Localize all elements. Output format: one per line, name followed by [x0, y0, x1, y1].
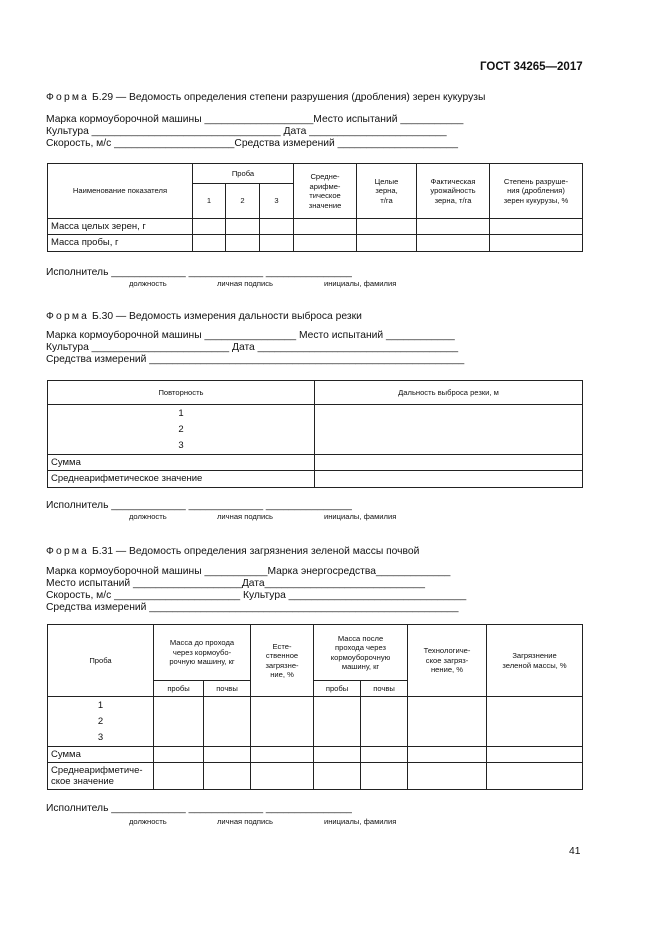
header-line: ское загряз-: [425, 655, 469, 665]
header-line: тическое: [309, 191, 341, 200]
header-line: через кормоубо-: [172, 647, 232, 657]
proba-numbers: [48, 697, 154, 747]
form-word: Форма: [46, 546, 90, 557]
repetition-numbers: [48, 405, 315, 455]
header-line: ния (дробления): [507, 186, 565, 196]
repetition-number: 2: [178, 423, 184, 435]
repetition-number: 1: [178, 407, 184, 419]
header-line: машину, кг: [341, 662, 380, 671]
form-b29-field-line: Марка кормоуборочной машины ___________________Место испытаний ___________: [46, 114, 464, 125]
form-b29-table: [47, 163, 583, 252]
sub-header-samples: пробы: [314, 681, 361, 697]
header-line: Масса до прохода: [169, 638, 235, 648]
form-b29-title: [46, 92, 485, 104]
sub-signature: личная подпись: [217, 512, 273, 521]
proba-number: 2: [97, 715, 104, 727]
sub-header-soil: почвы: [361, 681, 408, 697]
header-line: Загрязнение: [512, 651, 557, 660]
row-mean-line: ское значение: [51, 776, 114, 787]
form-b29-executor: Исполнитель _____________ _____________ _______________: [46, 267, 352, 278]
form-word: Форма: [46, 311, 90, 322]
col-header-repetition: Повторность: [48, 381, 315, 405]
header-line: рочную машину, кг: [169, 657, 235, 667]
col-header-pollution: [487, 625, 583, 697]
header-line: Целые: [374, 176, 399, 186]
row-mean-line: Среднеарифметиче-: [51, 765, 143, 776]
header-line: зерна, т/га: [434, 195, 472, 205]
form-b30-field-line: Марка кормоуборочной машины ________________ Место испытаний ____________: [46, 330, 455, 341]
proba-number: 2: [226, 184, 260, 219]
row-sum: Сумма: [48, 747, 154, 763]
header-line: зерен кукурузы, %: [503, 195, 569, 205]
col-header-degree: [490, 164, 583, 219]
header-line: ственное: [265, 651, 299, 660]
header-line: значение: [308, 200, 342, 210]
header-line: Масса после: [337, 633, 384, 643]
col-header-mean: [294, 164, 357, 219]
sub-signature: личная подпись: [217, 817, 273, 826]
page-number: 41: [569, 846, 581, 857]
form-b30-executor: Исполнитель _____________ _____________ _______________: [46, 500, 352, 511]
form-b31-field-line: Марка кормоуборочной машины ___________Марка энергосредства_____________: [46, 566, 451, 577]
row-mean: [48, 763, 154, 790]
sub-initials: инициалы, фамилия: [324, 817, 397, 826]
proba-number: 3: [260, 184, 294, 219]
header-line: прохода через: [335, 643, 386, 652]
form-b31-title: [46, 546, 419, 558]
sub-header-samples: пробы: [154, 681, 204, 697]
row-sum: Сумма: [48, 455, 315, 471]
sub-position: должность: [129, 512, 167, 521]
header-line: арифме-: [309, 181, 341, 191]
header-line: Технологиче-: [423, 646, 471, 656]
form-b31-title-text: Б.31 — Ведомость определения загрязнения зеленой массы почвой: [91, 546, 420, 557]
header-line: Есте-: [272, 641, 292, 651]
header-line: зеленой массы, %: [502, 660, 567, 670]
form-b29-field-line: Скорость, м/с _____________________Средства измерений _____________________: [46, 138, 458, 149]
col-header-technological: [408, 625, 487, 697]
row-mean: Среднеарифметическое значение: [48, 471, 315, 488]
sub-initials: инициалы, фамилия: [324, 512, 397, 521]
header-line: урожайность: [430, 186, 476, 196]
header-line: т/га: [380, 195, 393, 205]
header-line: ние, %: [270, 670, 294, 679]
repetition-number: 3: [178, 439, 184, 451]
header-line: нение, %: [430, 665, 464, 675]
proba-number: 3: [97, 731, 104, 743]
form-b30-title-text: Б.30 — Ведомость измерения дальности выброса резки: [91, 311, 362, 322]
col-header-yield: [417, 164, 490, 219]
form-b29-title-text: Б.29 — Ведомость определения степени разрушения (дробления) зерен кукурузы: [91, 92, 486, 103]
header-line: загрязне-: [265, 660, 299, 670]
header-line: кормоуборочную: [330, 652, 391, 662]
row-label: Масса пробы, г: [48, 235, 193, 252]
header-line: Фактическая: [430, 176, 476, 186]
form-word: Форма: [46, 92, 90, 103]
form-b30-table: [47, 380, 583, 488]
form-b31-field-line: Скорость, м/с ______________________ Культура _______________________________: [46, 590, 467, 601]
form-b30-field-line: Средства измерений _______________________________________________________: [46, 354, 465, 365]
col-header-indicator: Наименование показателя: [48, 164, 193, 219]
sub-signature: личная подпись: [217, 279, 273, 288]
form-b30-title: [46, 311, 362, 323]
form-b31-executor: Исполнитель _____________ _____________ _______________: [46, 803, 352, 814]
col-header-proba: Проба: [48, 625, 154, 697]
sub-position: должность: [129, 817, 167, 826]
col-header-whole-grain: [357, 164, 417, 219]
proba-number: 1: [193, 184, 226, 219]
col-header-proba: Проба: [193, 164, 294, 184]
col-header-mass-after: [314, 625, 408, 681]
form-b31-table: [47, 624, 583, 790]
form-b31-field-line: Место испытаний ___________________Дата____________________________: [46, 578, 425, 589]
sub-header-soil: почвы: [204, 681, 251, 697]
header-line: Средне-: [310, 172, 340, 181]
form-b29-field-line: Культура _________________________________ Дата ________________________: [46, 126, 447, 137]
document-code: ГОСТ 34265—2017: [480, 61, 583, 73]
proba-number: 1: [97, 699, 104, 711]
col-header-mass-before: [154, 625, 251, 681]
row-label: Масса целых зерен, г: [48, 219, 193, 235]
form-b30-field-line: Культура ________________________ Дата ___________________________________: [46, 342, 459, 353]
header-line: зерна,: [375, 186, 398, 196]
sub-position: должность: [129, 279, 167, 288]
col-header-distance: Дальность выброса резки, м: [315, 381, 583, 405]
sub-initials: инициалы, фамилия: [324, 279, 397, 288]
col-header-natural: [251, 625, 314, 697]
form-b31-field-line: Средства измерений ______________________________________________________: [46, 602, 459, 613]
header-line: Степень разруше-: [503, 176, 569, 186]
